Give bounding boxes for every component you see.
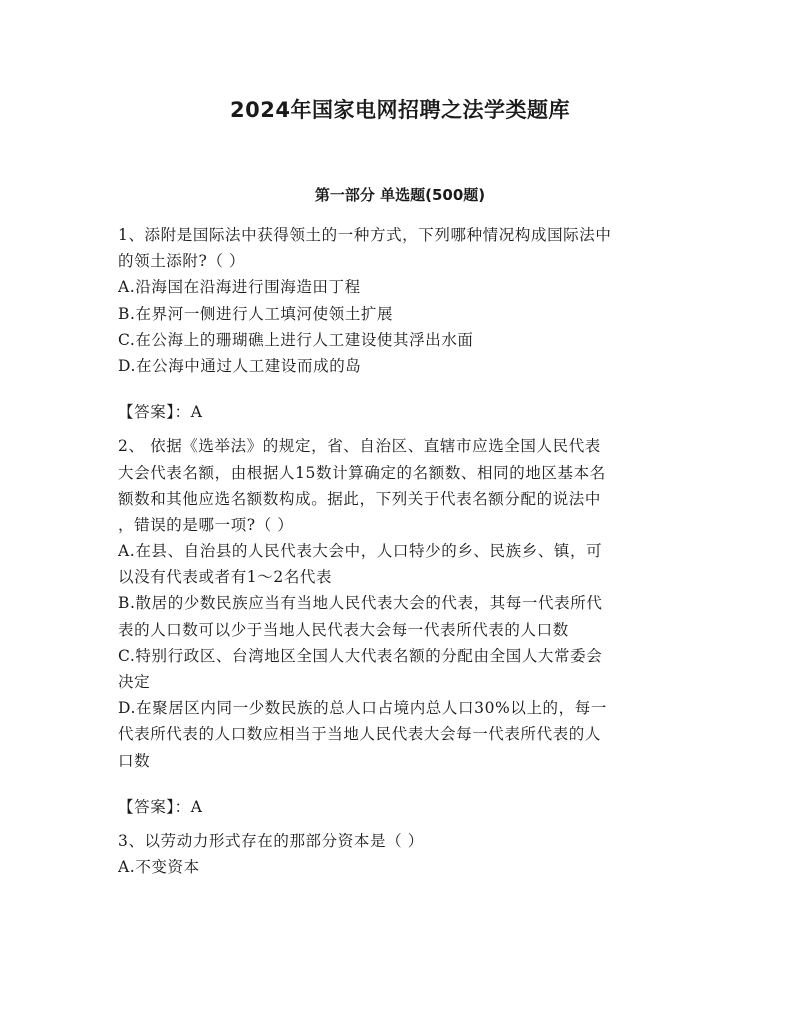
question-stem-line: 大会代表名额，由根据人15数计算确定的名额数、相同的地区基本名 xyxy=(118,463,606,482)
question-3 xyxy=(118,828,683,880)
answer-label: 【答案】：A xyxy=(118,797,203,816)
option-d-cont: 口数 xyxy=(118,751,151,770)
option-b: B.在界河一侧进行人工填河使领土扩展 xyxy=(118,304,394,323)
option-a: A.不变资本 xyxy=(118,858,200,877)
option-c: C.在公海上的珊瑚礁上进行人工建设使其浮出水面 xyxy=(118,330,474,349)
question-stem-line: 2、 依据《选举法》的规定，省、自治区、直辖市应选全国人民代表 xyxy=(118,437,601,456)
option-a: A.在县、自治县的人民代表大会中，人口特少的乡、民族乡、镇，可 xyxy=(118,542,603,561)
question-stem-line: 额数和其他应选名额数构成。据此，下列关于代表名额分配的说法中 xyxy=(118,489,602,508)
question-stem-line: 3、以劳动力形式存在的那部分资本是（ ） xyxy=(118,831,424,850)
question-stem-line: ，错误的是哪一项?（ ） xyxy=(118,515,294,534)
answer-label: 【答案】：A xyxy=(118,403,203,422)
option-b: B.散居的少数民族应当有当地人民代表大会的代表，其每一代表所代 xyxy=(118,594,603,613)
question-2 xyxy=(118,433,683,828)
option-c: C.特别行政区、台湾地区全国人大代表名额的分配由全国人大常委会 xyxy=(118,646,603,665)
question-1 xyxy=(118,222,683,433)
option-a: A.沿海国在沿海进行围海造田丁程 xyxy=(118,278,361,297)
option-d-cont: 代表所代表的人口数应相当于当地人民代表大会每一代表所代表的人 xyxy=(118,725,602,744)
document-title: 2024年国家电网招聘之法学类题库 xyxy=(230,98,570,122)
option-b-cont: 表的人口数可以少于当地人民代表大会每一代表所代表的人口数 xyxy=(118,620,569,639)
option-d: D.在公海中通过人工建设而成的岛 xyxy=(118,356,362,375)
question-stem-line: 的领土添附?（ ） xyxy=(118,252,246,271)
question-stem-line: 1、添附是国际法中获得领土的一种方式，下列哪种情况构成国际法中 xyxy=(118,226,612,244)
option-c-cont: 决定 xyxy=(118,673,151,691)
question-list xyxy=(118,222,683,880)
section-title: 第一部分 单选题(500题) xyxy=(314,186,486,204)
option-a-cont: 以没有代表或者有1～2名代表 xyxy=(118,568,333,587)
option-d: D.在聚居区内同一少数民族的总人口占境内总人口30%以上的，每一 xyxy=(118,699,607,718)
